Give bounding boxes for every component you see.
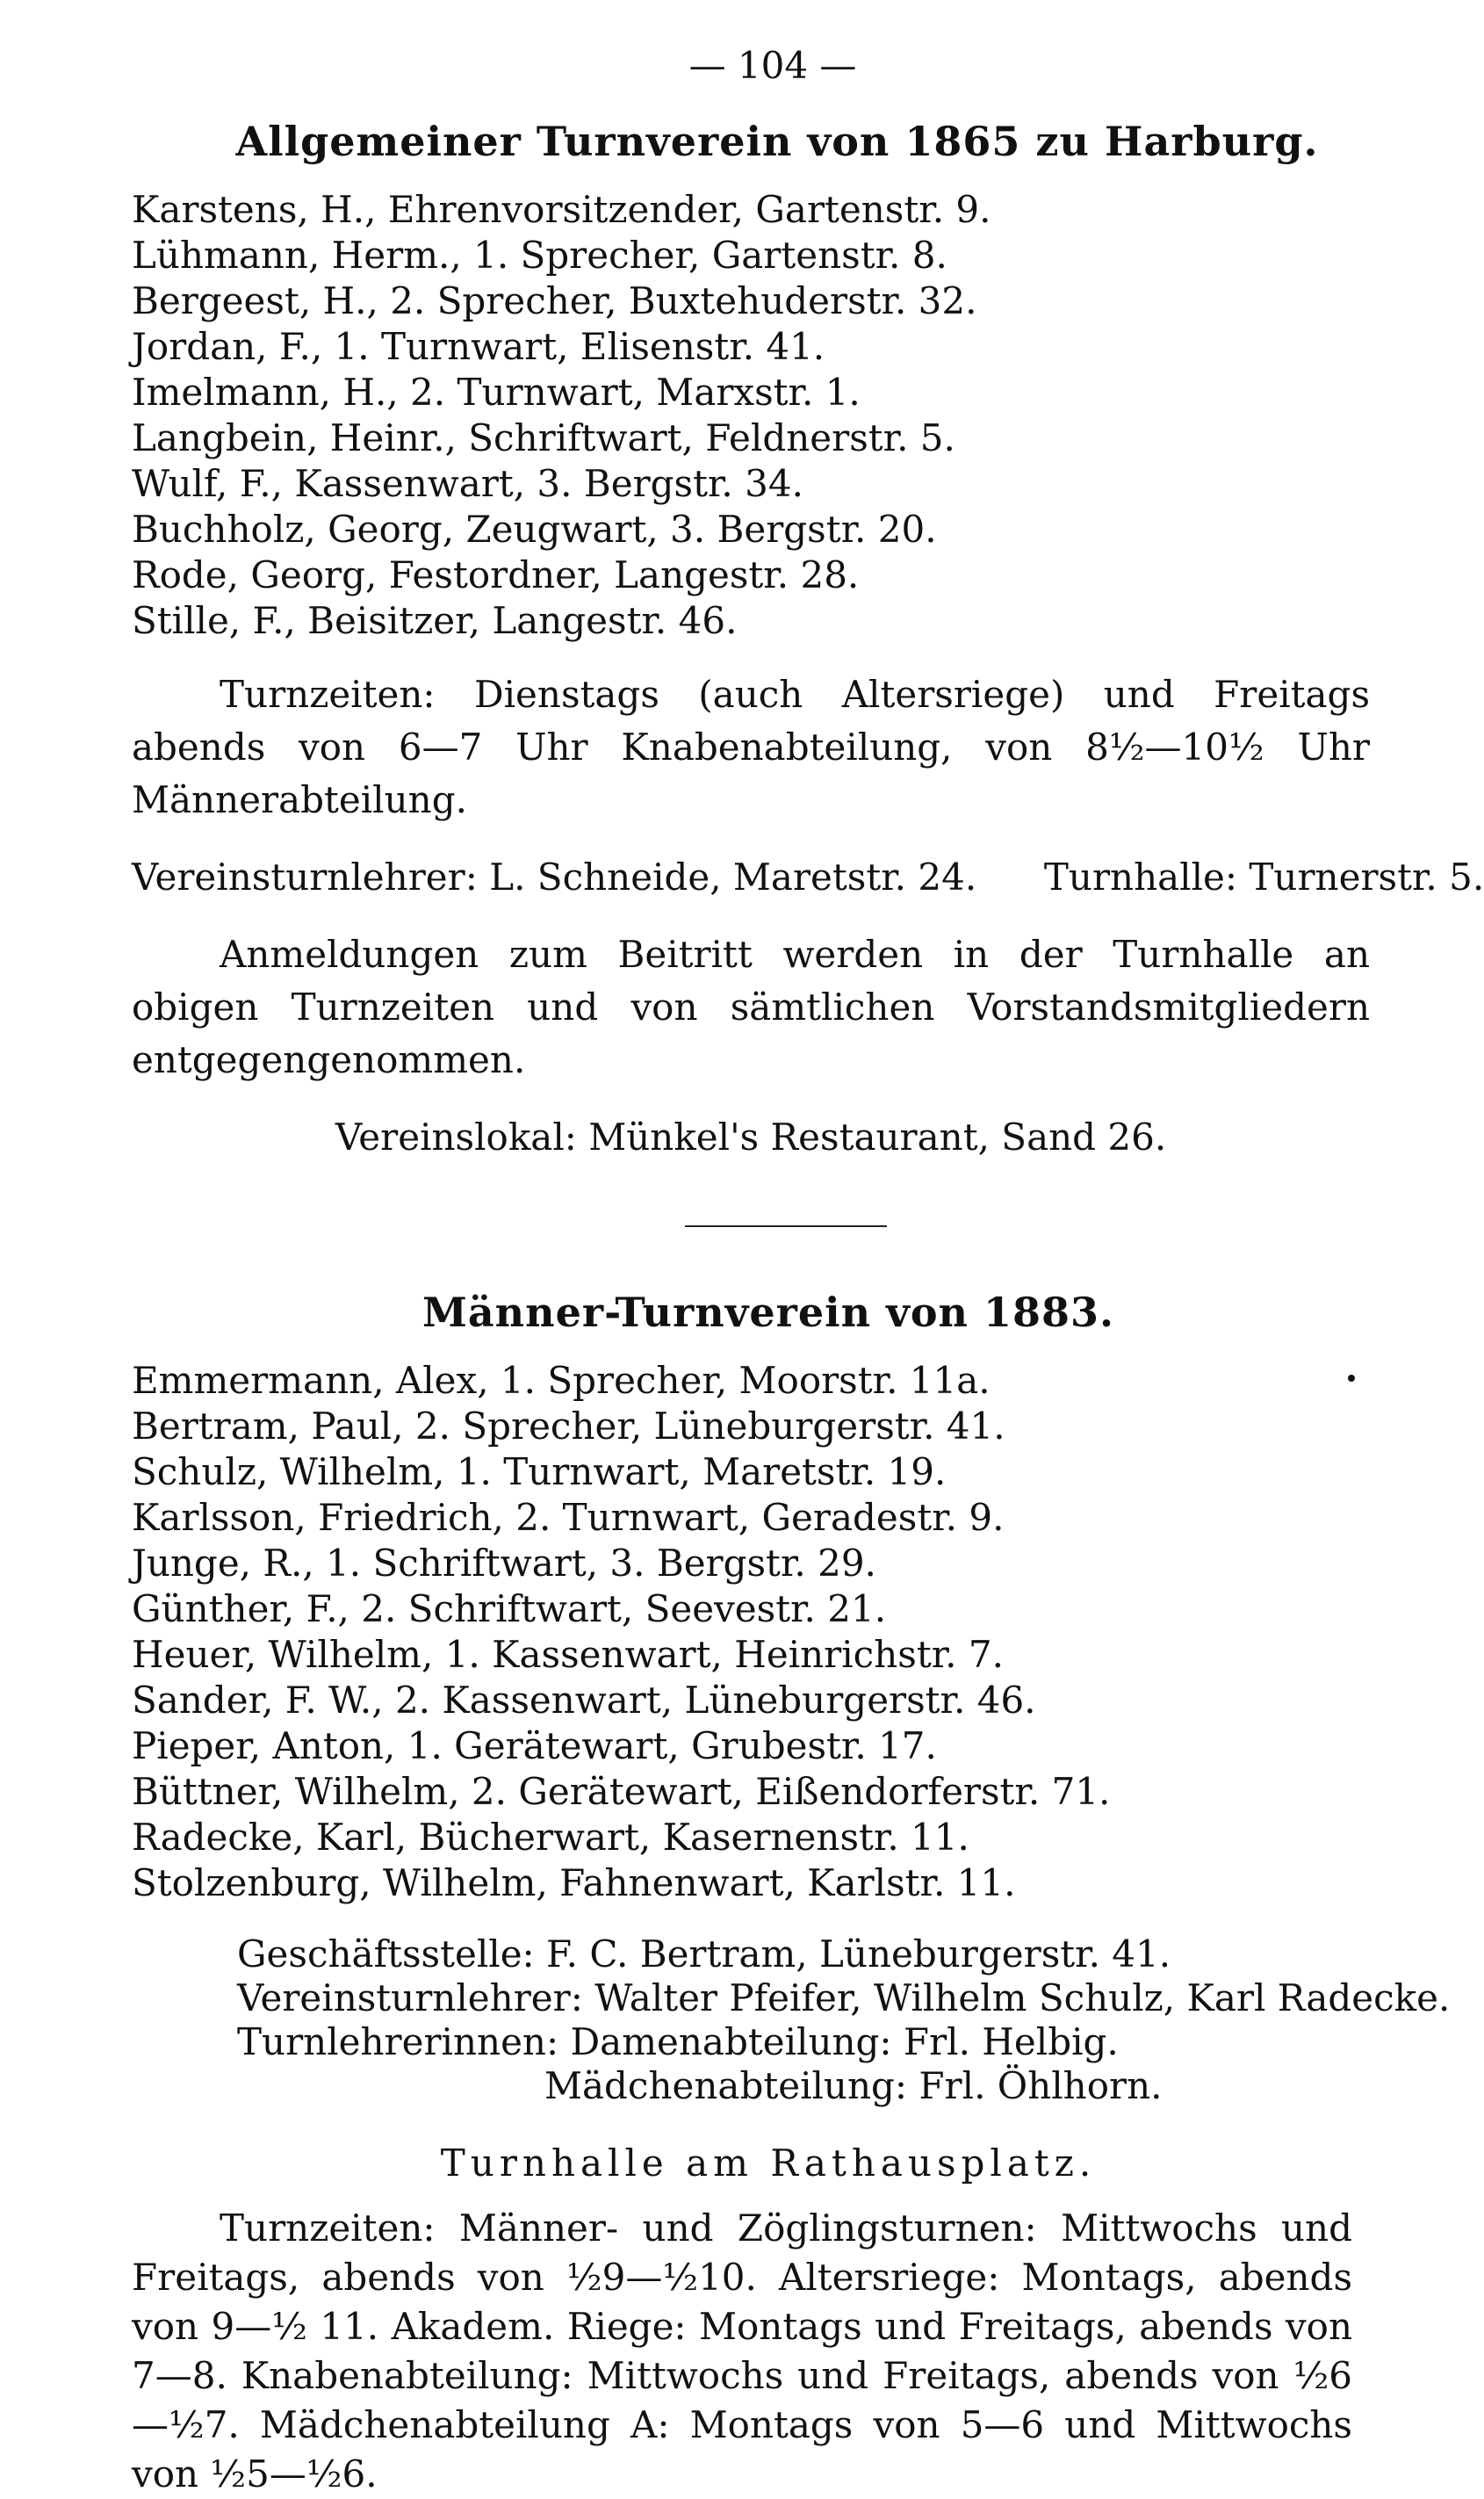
- club2-maedchenabteilung: Mädchenabteilung: Frl. Öhlhorn.: [544, 2064, 1163, 2107]
- list-item: Karlsson, Friedrich, 2. Turnwart, Geradestr. 9.: [132, 1496, 1005, 1539]
- club2-turnzeiten: Turnzeiten: Männer- und Zöglingsturnen: Mittwochs und Freitags, abends von ½9—½10. Altersriege: Montags, abends von 9—½ 11. Akadem. Riege: Montags und Freitags, abends von 7—8. Knabenabteilung: Mittwochs und Freitags, abends von ½6—½7. Mädchenabteilung A: Montags von 5—6 und Mittwochs von ½5—½6.: [132, 2206, 1352, 2495]
- list-item: Schulz, Wilhelm, 1. Turnwart, Maretstr. 19.: [132, 1450, 947, 1493]
- list-item: Wulf, F., Kassenwart, 3. Bergstr. 34.: [132, 462, 803, 505]
- list-item: Stille, F., Beisitzer, Langestr. 46.: [132, 599, 738, 642]
- club1-lehrer-line: [132, 851, 1484, 904]
- list-item: Bergeest, H., 2. Sprecher, Buxtehuderstr. 32.: [132, 279, 977, 322]
- club1-vereinslokal: Vereinslokal: Münkel's Restaurant, Sand 26.: [335, 1116, 1167, 1159]
- list-item: Karstens, H., Ehrenvorsitzender, Gartenstr. 9.: [132, 188, 991, 231]
- list-item: Büttner, Wilhelm, 2. Gerätewart, Eißendorferstr. 71.: [132, 1770, 1111, 1813]
- club2-geschaeftsstelle: Geschäftsstelle: F. C. Bertram, Lüneburgerstr. 41.: [237, 1932, 1171, 1975]
- club1-lehrer: Vereinsturnlehrer: L. Schneide, Maretstr. 24.: [132, 856, 977, 899]
- list-item: Emmermann, Alex, 1. Sprecher, Moorstr. 11a.: [132, 1359, 991, 1402]
- list-item: Imelmann, H., 2. Turnwart, Marxstr. 1.: [132, 371, 861, 414]
- list-item: Radecke, Karl, Bücherwart, Kasernenstr. 11.: [132, 1816, 969, 1859]
- list-item: Heuer, Wilhelm, 1. Kassenwart, Heinrichstr. 7.: [132, 1633, 1004, 1676]
- club2-lehrer: Vereinsturnlehrer: Walter Pfeifer, Wilhelm Schulz, Karl Radecke.: [237, 1976, 1451, 2019]
- club2-info-block: [237, 1932, 1451, 2108]
- list-item: Günther, F., 2. Schriftwart, Seevestr. 21.: [132, 1587, 887, 1630]
- club1-anmeldungen: Anmeldungen zum Beitritt werden in der Turnhalle an obigen Turnzeiten und von sämtlichen Vorstandsmitgliedern entgegengenommen.: [132, 933, 1370, 1081]
- club1-turnzeiten: Turnzeiten: Dienstags (auch Altersriege) und Freitags abends von 6—7 Uhr Knabenabteilung, von 8½—10½ Uhr Männerabteilung.: [132, 673, 1370, 821]
- list-item: Langbein, Heinr., Schriftwart, Feldnerstr. 5.: [132, 416, 955, 459]
- club2-member-list: [132, 1358, 1370, 1906]
- list-item: Junge, R., 1. Schriftwart, 3. Bergstr. 29.: [132, 1542, 876, 1585]
- list-item: Rode, Georg, Festordner, Langestr. 28.: [132, 553, 860, 596]
- club1-turnhalle: Turnhalle: Turnerstr. 5.: [1043, 856, 1484, 899]
- ink-dot: [1348, 1375, 1355, 1382]
- list-item: Stolzenburg, Wilhelm, Fahnenwart, Karlstr. 11.: [132, 1861, 1016, 1904]
- page-number: — 104 —: [688, 44, 857, 87]
- list-item: Sander, F. W., 2. Kassenwart, Lüneburgerstr. 46.: [132, 1679, 1036, 1722]
- club2-turnhalle: Turnhalle am Rathausplatz.: [440, 2141, 1097, 2185]
- list-item: Pieper, Anton, 1. Gerätewart, Grubestr. 17.: [132, 1724, 937, 1767]
- list-item: Lühmann, Herm., 1. Sprecher, Gartenstr. 8.: [132, 234, 947, 277]
- list-item: Buchholz, Georg, Zeugwart, 3. Bergstr. 20.: [132, 508, 937, 551]
- list-item: Jordan, F., 1. Turnwart, Elisenstr. 41.: [132, 325, 825, 368]
- club1-member-list: [132, 187, 1370, 644]
- section-divider: [685, 1225, 887, 1227]
- club1-title: Allgemeiner Turnverein von 1865 zu Harburg.: [235, 118, 1319, 165]
- club2-title: Männer-Turnverein von 1883.: [421, 1289, 1115, 1336]
- list-item: Bertram, Paul, 2. Sprecher, Lüneburgerstr. 41.: [132, 1405, 1005, 1448]
- club2-lehrerinnen: Turnlehrerinnen: Damenabteilung: Frl. Helbig.: [237, 2020, 1119, 2063]
